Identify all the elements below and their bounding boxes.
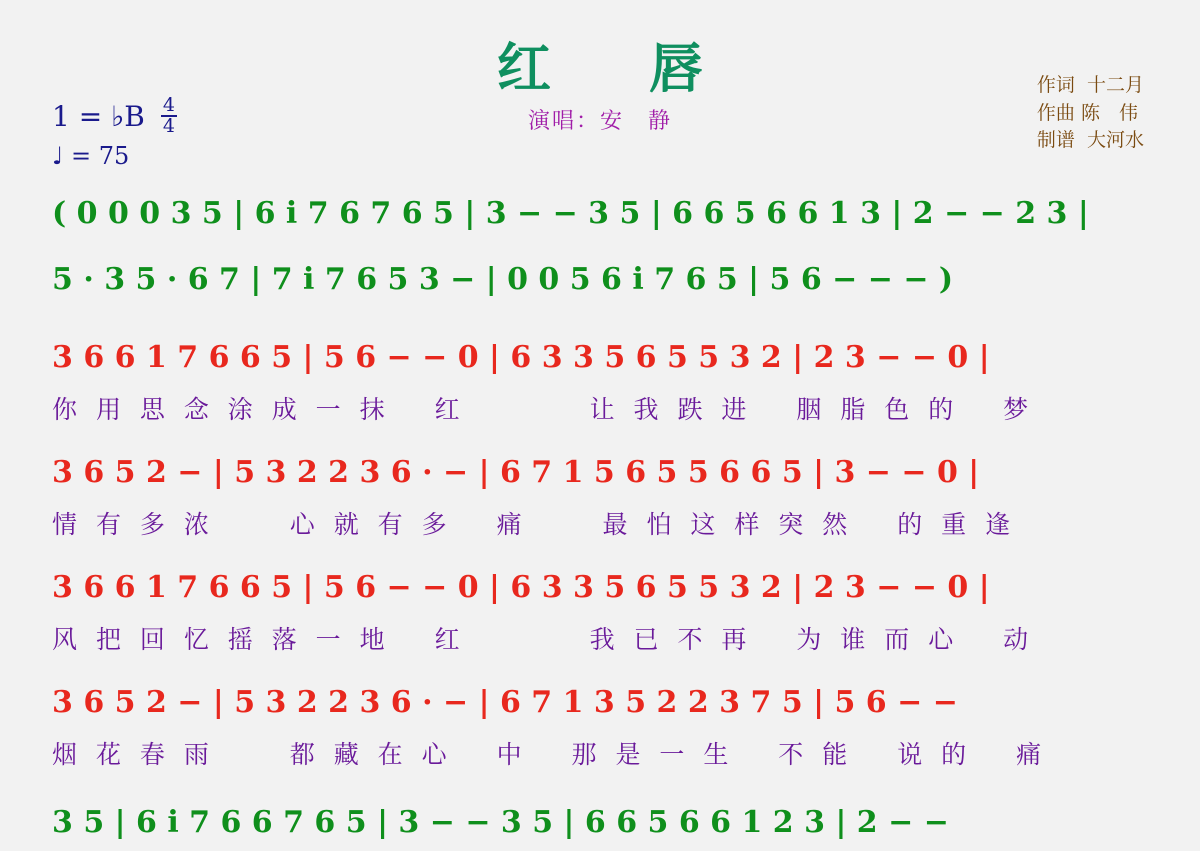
music-system-7 [52, 805, 1152, 851]
music-system-3 [52, 340, 1152, 426]
notation-row: 3 6 6 1 7 6 6 5 | 5 6 − − 0 | 6 3 3 5 6 5 5 3 2 | 2 3 − − 0 | [52, 570, 990, 605]
key-signature-block [52, 96, 177, 170]
music-system-5 [52, 570, 1152, 656]
lyric-row: 你 用 思 念 涂 成 一 抹 红 让 我 跌 进 胭 脂 色 的 梦 [52, 396, 1035, 424]
key-text: 1 = ♭B [52, 100, 145, 133]
credit-composer: 作曲 陈 伟 [1036, 101, 1138, 124]
page-title: 红 唇 [497, 36, 725, 100]
singer-line: 演唱：安 静 [527, 108, 672, 133]
time-signature-denominator: 4 [162, 115, 175, 137]
notation-row: 5 · 3 5 · 6 7 | 7 i 7 6 5 3 − | 0 0 5 6 i 7 6 5 | 5 6 − − − ) [52, 262, 954, 297]
notation-row: 3 6 5 2 − | 5 3 2 2 3 6 · − | 6 7 1 5 6 5 5 6 6 5 | 3 − − 0 | [52, 455, 980, 490]
notation-row: 3 5 | 6 i 7 6 6 7 6 5 | 3 − − 3 5 | 6 6 5 6 6 1 2 3 | 2 − − [52, 805, 949, 840]
music-system-2 [52, 262, 1152, 308]
credit-engraver: 制谱 大河水 [1036, 129, 1144, 152]
notation-row: ( 0 0 0 3 5 | 6 i 7 6 7 6 5 | 3 − − 3 5 | 6 6 5 6 6 1 3 | 2 − − 2 3 | [52, 196, 1089, 231]
time-signature [161, 96, 177, 136]
lyric-row: 情 有 多 浓 心 就 有 多 痛 最 怕 这 样 突 然 的 重 逢 [52, 511, 1017, 539]
credit-lyricist: 作词 十二月 [1036, 74, 1144, 96]
credits-block [1037, 72, 1144, 155]
music-system-1 [52, 196, 1152, 242]
time-signature-numerator: 4 [162, 94, 175, 116]
notation-row: 3 6 5 2 − | 5 3 2 2 3 6 · − | 6 7 1 3 5 2 2 3 7 5 | 5 6 − − [52, 685, 958, 720]
tempo-marking: ♩ = 75 [52, 142, 130, 170]
music-system-4 [52, 455, 1152, 541]
music-system-6 [52, 685, 1152, 771]
lyric-row: 烟 花 春 雨 都 藏 在 心 中 那 是 一 生 不 能 说 的 痛 [52, 741, 1048, 769]
notation-row: 3 6 6 1 7 6 6 5 | 5 6 − − 0 | 6 3 3 5 6 5 5 3 2 | 2 3 − − 0 | [52, 340, 990, 375]
lyric-row: 风 把 回 忆 摇 落 一 地 红 我 已 不 再 为 谁 而 心 动 [52, 626, 1035, 654]
key-line [52, 96, 177, 136]
